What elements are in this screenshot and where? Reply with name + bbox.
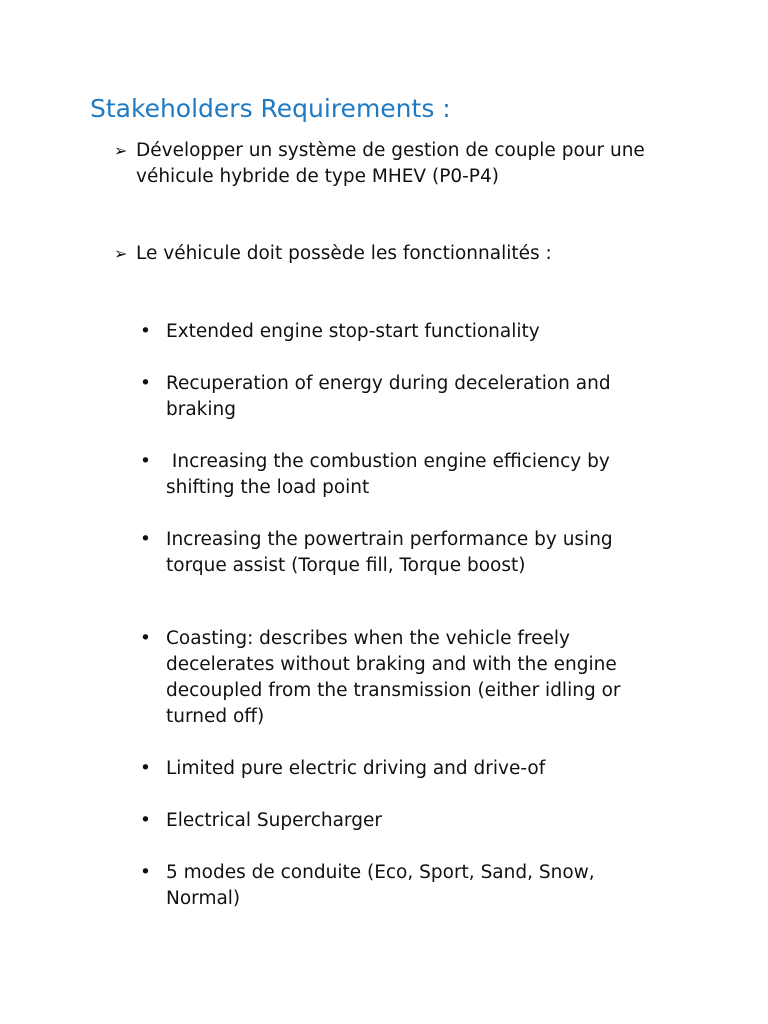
page-title: Stakeholders Requirements : [90, 94, 451, 123]
feature-item [140, 860, 670, 912]
feature-text: Electrical Supercharger [166, 810, 382, 831]
bullet-icon: • [140, 373, 151, 394]
feature-item [140, 449, 670, 501]
feature-text: Increasing the combustion engine efficiency by shifting the load point [166, 451, 616, 498]
bullet-icon: • [140, 758, 151, 779]
bullet-icon: • [140, 321, 151, 342]
bullet-icon: • [140, 628, 151, 649]
requirement-item [114, 241, 674, 267]
requirement-text: Développer un système de gestion de couple pour une véhicule hybride de type MHEV (P0-P4) [136, 140, 645, 187]
feature-text: Increasing the powertrain performance by using torque assist (Torque fill, Torque boost) [166, 529, 619, 576]
feature-text: Recuperation of energy during deceleration and braking [166, 373, 617, 420]
feature-item [140, 626, 670, 730]
feature-item [140, 756, 670, 782]
arrow-bullet-icon: ➢ [114, 244, 128, 263]
bullet-icon: • [140, 451, 151, 472]
feature-text: 5 modes de conduite (Eco, Sport, Sand, Snow, Normal) [166, 862, 601, 909]
feature-item [140, 808, 670, 834]
feature-text: Coasting: describes when the vehicle freely decelerates without braking and with the engine decoupled from the transmission (either idling or turned off) [166, 628, 627, 727]
arrow-bullet-icon: ➢ [114, 141, 128, 160]
requirement-text: Le véhicule doit possède les fonctionnalités : [136, 243, 552, 264]
feature-item [140, 319, 670, 345]
requirement-item [114, 138, 674, 190]
feature-text: Limited pure electric driving and drive-of [166, 758, 546, 779]
bullet-icon: • [140, 862, 151, 883]
feature-text: Extended engine stop-start functionality [166, 321, 540, 342]
feature-item [140, 371, 670, 423]
bullet-icon: • [140, 529, 151, 550]
bullet-icon: • [140, 810, 151, 831]
feature-item [140, 527, 670, 579]
